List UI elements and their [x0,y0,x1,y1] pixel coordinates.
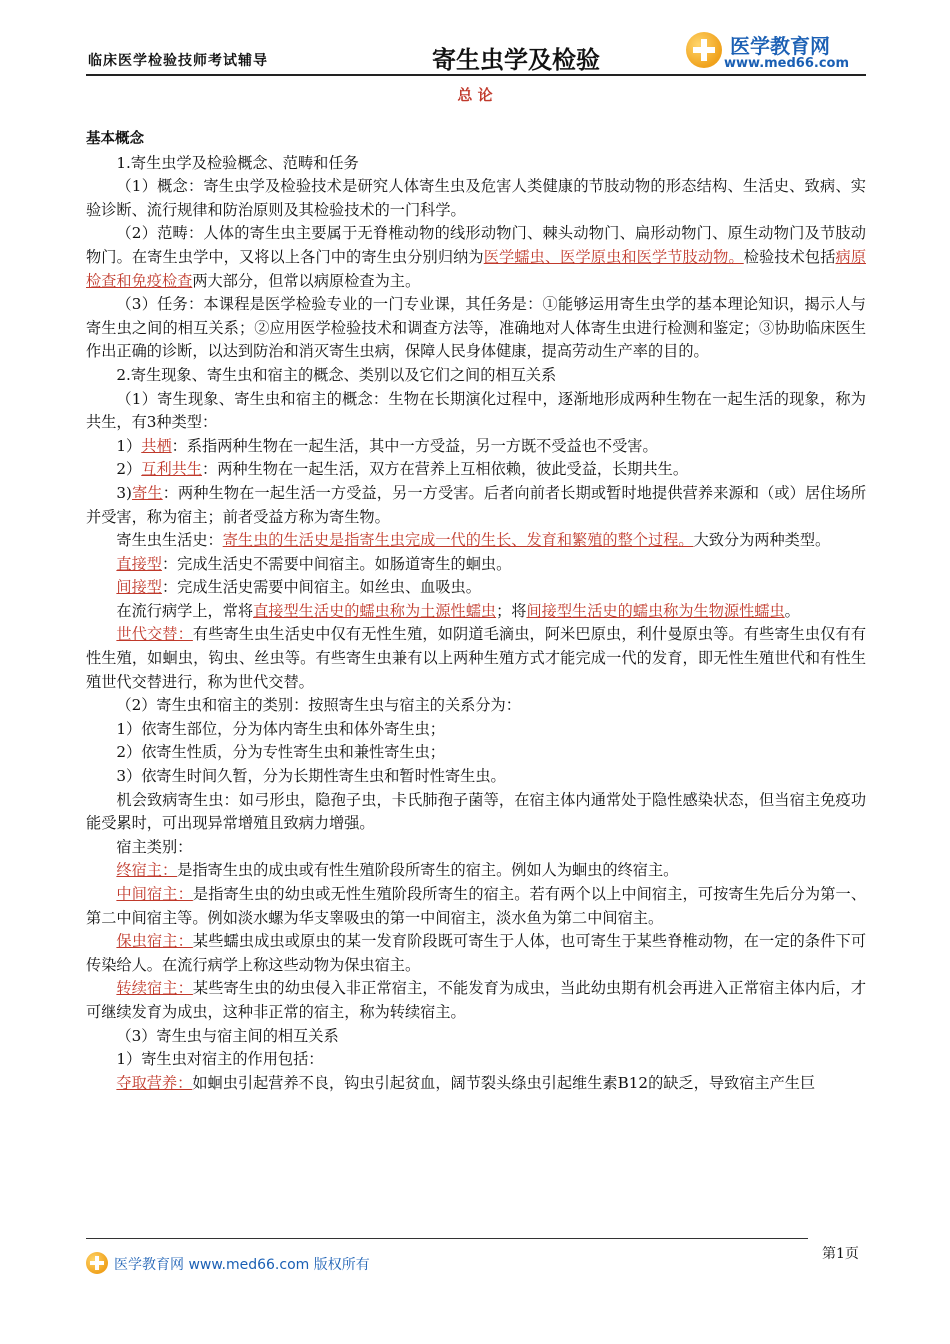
header-divider [86,74,866,76]
text-segment: 2） [116,460,142,479]
highlighted-term: 共栖 [141,436,172,455]
paragraph [86,482,866,529]
footer-divider [86,1238,808,1239]
paragraph [86,718,866,742]
paragraph [86,694,866,718]
highlighted-term: 夺取营养： [116,1073,193,1092]
text-segment: ：完成生活史需要中间宿主。如丝虫、血吸虫。 [161,578,481,597]
text-segment: （1）寄生现象、寄生虫和宿主的概念：生物在长期演化过程中，逐渐地形成两种生物在一起生活的现象，称为共生，有3种类型： [86,389,866,432]
text-segment: 大致分为两种类型。 [693,531,831,550]
text-segment: 3) [116,483,132,502]
highlighted-term: 医学蠕虫、医学原虫和医学节肢动物。 [483,247,744,266]
highlighted-term: 寄生 [131,483,163,502]
text-segment: 机会致病寄生虫：如弓形虫，隐孢子虫，卡氏肺孢子菌等，在宿主体内通常处于隐性感染状态，但当宿主免疫功能受累时，可出现异常增殖且致病力增强。 [86,790,866,833]
site-logo[interactable] [686,30,866,74]
paragraph [86,529,866,553]
paragraph [86,600,866,624]
text-segment: （1）概念：寄生虫学及检验技术是研究人体寄生虫及危害人类健康的节肢动物的形态结构、生活史、致病、实验诊断、流行规律和防治原则及其检验技术的一门科学。 [86,177,866,219]
section-title: 总 论 [457,86,493,104]
paragraph [86,458,866,482]
paragraph [86,435,866,459]
paragraph [86,1048,866,1072]
text-segment: 是指寄生虫的成虫或有性生殖阶段所寄生的宿主。例如人为蛔虫的终宿主。 [177,861,679,880]
highlighted-term: 间接型生活史的蠕虫称为生物源性蠕虫 [526,601,785,620]
text-segment: ：两种生物在一起生活，双方在营养上互相依赖，彼此受益，长期共生。 [202,460,688,479]
text-segment: 1）寄生虫对宿主的作用包括： [116,1050,324,1069]
text-segment: （2）范畴：人体的寄生虫主要属于无脊椎动物的线形动物门、棘头动物门、扁形动物门、原生动物门及节肢动物门。在寄生虫学中，又将以上各门中的寄生虫分别归纳为 [86,224,866,266]
footer-copyright: 医学教育网 www.med66.com 版权所有 [114,1257,370,1273]
text-segment: 2）依寄生性质，分为专性寄生虫和兼性寄生虫； [116,743,445,762]
paragraph [86,930,866,977]
paragraph [86,293,866,364]
paragraph [86,859,866,883]
text-segment: （2）寄生虫和宿主的类别：按照寄生虫与宿主的关系分为： [116,696,521,715]
text-segment: 如蛔虫引起营养不良，钩虫引起贫血，阔节裂头绦虫引起维生素B12的缺乏，导致宿主产生巨 [192,1073,816,1092]
highlighted-term: 转续宿主： [116,979,193,998]
med-cross-icon [86,1252,108,1274]
text-segment: 是指寄生虫的幼虫或无性生殖阶段所寄生的宿主。若有两个以上中间宿主，可按寄生先后分为第一、第二中间宿主等。例如淡水螺为华支睾吸虫的第一中间宿主，淡水鱼为第二中间宿主。 [86,885,867,927]
page-header [86,30,866,76]
text-segment: 2.寄生现象、寄生虫和宿主的概念、类别以及它们之间的相互关系 [116,365,557,384]
paragraph [86,152,866,176]
highlighted-term: 终宿主： [116,861,178,880]
text-segment: 在流行病学上，常将 [116,601,254,620]
footer-logo[interactable] [86,1250,426,1280]
paragraph [86,789,866,836]
paragraph [86,553,866,577]
text-segment: 检验技术包括 [743,247,836,266]
text-segment: 两大部分，但常以病原检查为主。 [192,271,421,290]
page-number: 第1页 [822,1246,859,1262]
text-segment: 某些蠕虫成虫或原虫的某一发育阶段既可寄生于人体，也可寄生于某些脊椎动物，在一定的条件下可传染给人。在流行病学上称这些动物为保虫宿主。 [86,932,867,974]
text-segment: 有些寄生虫生活史中仅有无性生殖，如阴道毛滴虫，阿米巴原虫，利什曼原虫等。有些寄生虫仅有有性生殖，如蛔虫，钩虫、丝虫等。有些寄生虫兼有以上两种生殖方式才能完成一代的发育，即无性生殖世代和有性生殖世代交替进行，称为世代交替。 [86,625,867,691]
paragraph [86,175,866,222]
paragraph [86,388,866,435]
text-segment: ：系指两种生物在一起生活，其中一方受益，另一方既不受益也不受害。 [171,436,658,455]
paragraph [86,576,866,600]
highlighted-term: 病原检查和免疫检查 [86,247,867,290]
section-heading [86,128,866,152]
text-segment: ：完成生活史不需要中间宿主。如肠道寄生的蛔虫。 [161,554,512,573]
header-left-text: 临床医学检验技师考试辅导 [88,53,268,69]
document-body [86,128,866,1095]
highlighted-term: 直接型生活史的蠕虫称为土源性蠕虫 [253,601,497,620]
paragraph [86,222,866,293]
text-segment: 某些寄生虫的幼虫侵入非正常宿主，不能发育为成虫，当此幼虫期有机会再进入正常宿主体内后，才可继续发育为成虫，这种非正常的宿主，称为转续宿主。 [86,979,867,1021]
text-segment: ：两种生物在一起生活一方受益，另一方受害。后者向前者长期或暂时地提供营养来源和（或）居住场所并受害，称为宿主；前者受益方称为寄生物。 [86,483,867,526]
text-segment: 1.寄生虫学及检验概念、范畴和任务 [116,153,359,172]
text-segment: 3）依寄生时间久暂，分为长期性寄生虫和暂时性寄生虫。 [116,767,506,786]
paragraph [86,1072,866,1096]
logo-url[interactable]: www.med66.com [724,56,850,71]
highlighted-term: 间接型 [116,578,162,597]
med-cross-icon [686,32,722,68]
text-segment: （3）任务：本课程是医学检验专业的一门专业课，其任务是：①能够运用寄生虫学的基本理论知识，揭示人与寄生虫之间的相互关系；②应用医学检验技术和调查方法等，准确地对人体寄生虫进行检测和鉴定；③协助临床医生作出正确的诊断，以达到防治和消灭寄生虫病，保障人民身体健康，提高劳动生产率的目的。 [86,295,866,361]
logo-name: 医学教育网 [730,34,830,58]
text-segment: 。 [784,601,800,620]
highlighted-term: 寄生虫的生活史是指寄生虫完成一代的生长、发育和繁殖的整个过程。 [222,531,694,550]
highlighted-term: 直接型 [116,554,162,573]
text-segment: （3）寄生虫与宿主间的相互关系 [116,1026,339,1045]
paragraph [86,883,866,930]
text-segment: 寄生虫生活史： [116,531,223,550]
paragraph [86,977,866,1024]
paragraph [86,741,866,765]
highlighted-term: 中间宿主： [116,885,193,903]
highlighted-term: 互利共生 [141,460,202,479]
paragraph [86,364,866,388]
text-segment: 1） [116,436,142,455]
highlighted-term: 保虫宿主： [116,932,193,951]
paragraph [86,836,866,860]
text-segment: ；将 [496,601,527,620]
highlighted-term: 世代交替： [116,625,193,644]
paragraph [86,1025,866,1049]
paragraph [86,623,866,694]
text-segment: 基本概念 [86,131,144,147]
document-title: 寄生虫学及检验 [432,46,600,74]
text-segment: 宿主类别： [116,837,193,856]
paragraph [86,765,866,789]
text-segment: 1）依寄生部位，分为体内寄生虫和体外寄生虫； [116,719,445,738]
